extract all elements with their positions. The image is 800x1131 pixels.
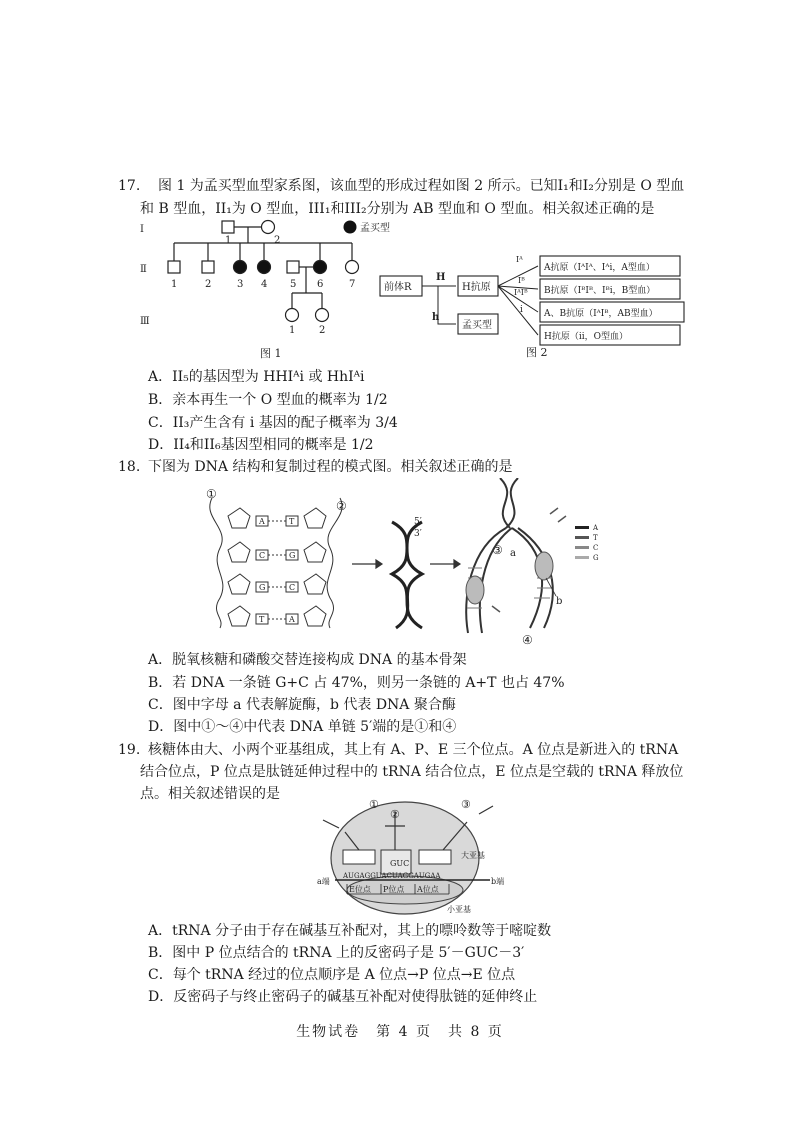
marker-1: ① — [206, 487, 217, 501]
pedigree-III1-female — [286, 309, 299, 322]
result-O: H抗原（ii，O型血） — [544, 332, 628, 342]
label-precursor: 前体R — [384, 282, 412, 293]
fig1-caption: 图 1 — [260, 347, 282, 360]
dna-figure — [200, 478, 610, 646]
num-III1: 1 — [289, 325, 296, 336]
q17-option-c: C．II₃产生含有 i 基因的配子概率为 3/4 — [148, 415, 398, 431]
legend-affected-symbol — [344, 221, 357, 234]
marker-2: ② — [336, 499, 347, 513]
result-B: B抗原（IᴮIᴮ、Iᴮi，B型血） — [544, 286, 656, 296]
q19-number: 19. — [118, 742, 141, 758]
label-small-subunit: 小亚基 — [447, 905, 471, 914]
num-II6: 6 — [317, 279, 324, 290]
site-P: P位点 — [383, 885, 405, 894]
pedigree-figure — [130, 215, 390, 365]
label-a: a — [510, 548, 516, 559]
label-end-a: a端 — [317, 877, 330, 886]
marker-3: ③ — [461, 798, 471, 811]
base-G2: G — [289, 551, 296, 560]
num-II5: 5 — [290, 279, 297, 290]
marker-4: ④ — [522, 633, 533, 646]
pedigree-II6-female-affected — [314, 261, 327, 274]
ribosome-figure — [315, 792, 525, 916]
allele-i: i — [520, 305, 523, 315]
anticodon: GUC — [390, 859, 410, 868]
base-T1: T — [289, 517, 295, 526]
legend-A: A — [593, 524, 599, 532]
q17-option-d: D．II₄和II₆基因型相同的概率是 1/2 — [148, 437, 374, 453]
q19-stem-line1: 核糖体由大、小两个亚基组成，其上有 A、P、E 三个位点。A 位点是新进入的 tRNA — [148, 742, 679, 758]
num-II2: 2 — [205, 279, 212, 290]
marker-1: ① — [369, 798, 379, 811]
q18-option-c: C．图中字母 a 代表解旋酶，b 代表 DNA 聚合酶 — [148, 697, 456, 713]
gen-label-III: Ⅲ — [140, 316, 150, 327]
num-I2: 2 — [274, 235, 281, 246]
end-3prime: 3′ — [414, 529, 422, 539]
pedigree-II3-female-affected — [234, 261, 247, 274]
q17-option-b: B．亲本再生一个 O 型血的概率为 1/2 — [148, 392, 388, 408]
legend-T: T — [593, 534, 598, 542]
base-T4: T — [259, 615, 265, 624]
page-footer: 生物试卷 第 4 页 共 8 页 — [296, 1024, 504, 1040]
mrna-sequence: AUGAGGUACUAGGAUGAA — [343, 872, 441, 880]
result-A: A抗原（IᴬIᴬ、Iᴬi，A型血） — [544, 263, 655, 273]
pedigree-II7-female — [346, 261, 359, 274]
result-AB: A、B抗原（IᴬIᴮ，AB型血） — [544, 309, 658, 319]
q18-stem: 下图为 DNA 结构和复制过程的模式图。相关叙述正确的是 — [148, 459, 513, 475]
q17-stem-line2: 和 B 型血，II₁为 O 型血，III₁和III₂分别为 AB 型血和 O 型血。相关叙述正确的是 — [140, 201, 655, 217]
num-II3: 3 — [237, 279, 244, 290]
q18-number: 18. — [118, 459, 141, 475]
gen-label-I: Ⅰ — [140, 224, 144, 235]
label-h-antigen: H抗原 — [462, 282, 491, 293]
polymerase-right — [535, 552, 553, 580]
legend-G: G — [593, 554, 599, 562]
label-end-b: b端 — [491, 877, 505, 886]
site-E: E位点 — [349, 885, 371, 894]
num-III2: 2 — [319, 325, 326, 336]
q19-option-d: D．反密码子与终止密码子的碱基互补配对使得肽链的延伸终止 — [148, 989, 538, 1005]
allele-IA: Iᴬ — [516, 255, 523, 264]
base-A1: A — [259, 517, 265, 526]
q19-option-b: B．图中 P 位点结合的 tRNA 上的反密码子是 5′－GUC－3′ — [148, 945, 525, 961]
polymerase-left — [466, 576, 484, 604]
q19-stem-line3: 点。相关叙述错误的是 — [140, 786, 280, 802]
pedigree-I2-female — [262, 221, 275, 234]
site-A: A位点 — [417, 885, 439, 894]
q19-option-c: C．每个 tRNA 经过的位点顺序是 A 位点→P 位点→E 位点 — [148, 967, 516, 983]
base-C2: C — [259, 551, 266, 560]
base-G3: G — [259, 583, 266, 592]
base-A4: A — [289, 615, 295, 624]
gen-label-II: Ⅱ — [140, 264, 147, 275]
fig2-caption: 图 2 — [526, 346, 548, 359]
q19-option-a: A．tRNA 分子由于存在碱基互补配对，其上的嘌呤数等于嘧啶数 — [148, 923, 552, 939]
q17-number: 17. — [118, 178, 141, 194]
legend-label: 孟买型 — [360, 223, 390, 234]
base-C3: C — [289, 583, 296, 592]
q17-option-a: A．II₅的基因型为 HHIᴬi 或 HhIᴬi — [148, 369, 365, 385]
end-5prime: 5′ — [414, 517, 422, 527]
label-b: b — [556, 596, 563, 607]
allele-IB: Iᴮ — [518, 276, 525, 285]
q18-option-a: A．脱氧核糖和磷酸交替连接构成 DNA 的基本骨架 — [148, 652, 467, 668]
pathway-figure — [378, 250, 698, 360]
q19-stem-line2: 结合位点，P 位点是肽链延伸过程中的 tRNA 结合位点，E 位点是空载的 tRNA 释放位 — [140, 764, 684, 780]
pedigree-II1-male — [168, 261, 180, 273]
label-large-subunit: 大亚基 — [461, 851, 485, 860]
legend-C: C — [593, 544, 599, 552]
num-II4: 4 — [261, 279, 268, 290]
q17-stem-line1: 图 1 为孟买型血型家系图，该血型的形成过程如图 2 所示。已知I₁和I₂分别是 O 型血 — [158, 178, 685, 194]
num-II1: 1 — [171, 279, 178, 290]
label-bombay: 孟买型 — [462, 320, 492, 331]
label-gene-h: h — [432, 312, 440, 323]
pedigree-II4-female-affected — [258, 261, 271, 274]
label-gene-H: H — [436, 272, 446, 283]
pedigree-I1-male — [222, 221, 234, 233]
q18-option-d: D．图中①～④中代表 DNA 单链 5′端的是①和④ — [148, 719, 457, 735]
marker-3: ③ — [492, 543, 503, 557]
pedigree-II2-male — [202, 261, 214, 273]
pedigree-III2-female — [316, 309, 329, 322]
num-II7: 7 — [349, 279, 356, 290]
q18-option-b: B．若 DNA 一条链 G+C 占 47%，则另一条链的 A+T 也占 47% — [148, 675, 565, 691]
num-I1: 1 — [225, 235, 232, 246]
allele-IAIB: IᴬIᴮ — [514, 288, 528, 297]
pedigree-II5-male — [287, 261, 299, 273]
marker-2: ② — [390, 808, 400, 821]
